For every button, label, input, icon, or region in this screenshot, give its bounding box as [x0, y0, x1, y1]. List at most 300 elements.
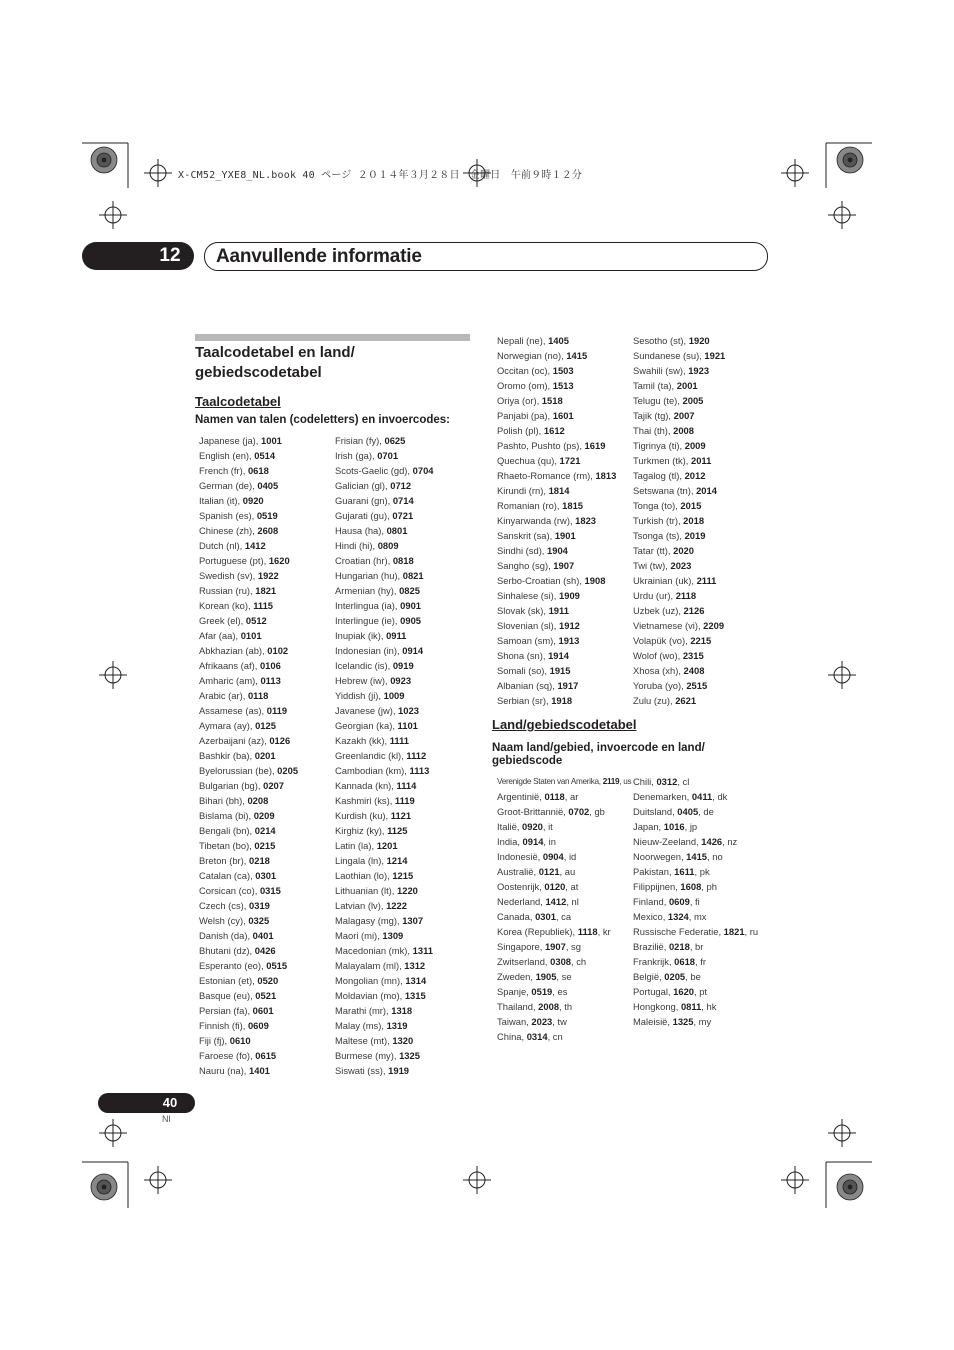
- entry-name: Corsican (co),: [199, 885, 260, 896]
- entry-code: 0205: [664, 971, 686, 982]
- entry-code: 0319: [249, 900, 270, 911]
- code-entry: [335, 583, 434, 598]
- entry-code: 1921: [704, 350, 726, 361]
- entry-name: Serbo-Croatian (sh),: [497, 575, 585, 586]
- entry-name: Wolof (wo),: [633, 650, 683, 661]
- code-entry: [199, 1003, 298, 1018]
- entry-code: 1415: [686, 851, 708, 862]
- code-entry: [199, 478, 298, 493]
- entry-name: Portugal,: [633, 986, 674, 997]
- code-entry: [335, 838, 434, 853]
- entry-name: Lithuanian (lt),: [335, 885, 398, 896]
- code-entry: [633, 969, 758, 984]
- entry-name: Welsh (cy),: [199, 915, 249, 926]
- entry-code: 0625: [384, 435, 406, 446]
- entry-name: Tatar (tt),: [633, 545, 674, 556]
- entry-code: 0701: [377, 450, 399, 461]
- code-entry: [335, 943, 434, 958]
- code-entry: [199, 433, 298, 448]
- entry-name: German (de),: [199, 480, 258, 491]
- language-column-2: [335, 433, 434, 1078]
- entry-name: Norwegian (no),: [497, 350, 567, 361]
- entry-name: Persian (fa),: [199, 1005, 253, 1016]
- code-entry: [497, 804, 631, 819]
- entry-code: 0923: [390, 675, 412, 686]
- entry-name: Breton (br),: [199, 855, 250, 866]
- entry-name: Greenlandic (kl),: [335, 750, 407, 761]
- entry-code: 1914: [548, 650, 569, 661]
- entry-code: 1412: [244, 540, 266, 551]
- entry-name: Kurdish (ku),: [335, 810, 391, 821]
- code-entry: [497, 678, 616, 693]
- entry-name: Bhutani (dz),: [199, 945, 255, 956]
- entry-code: 1312: [404, 960, 426, 971]
- entry-code: 0521: [255, 990, 277, 1001]
- entry-region-code: , ca: [555, 911, 572, 922]
- code-entry: [633, 924, 758, 939]
- entry-name: Scots-Gaelic (gd),: [335, 465, 413, 476]
- code-entry: [497, 969, 631, 984]
- entry-name: Tamil (ta),: [633, 380, 677, 391]
- entry-code: 0714: [392, 495, 414, 506]
- entry-region-code: , kr: [597, 926, 611, 937]
- entry-name: China,: [497, 1031, 527, 1042]
- entry-name: Greek (el),: [199, 615, 246, 626]
- entry-code: 1001: [261, 435, 282, 446]
- entry-code: 0920: [242, 495, 264, 506]
- entry-code: 1907: [553, 560, 575, 571]
- entry-code: 0914: [522, 836, 544, 847]
- code-entry: [497, 939, 631, 954]
- code-entry: [633, 954, 758, 969]
- entry-name: Finnish (fi),: [199, 1020, 248, 1031]
- code-entry: [335, 463, 434, 478]
- entry-name: Oostenrijk,: [497, 881, 545, 892]
- code-entry: [633, 879, 758, 894]
- entry-name: Burmese (my),: [335, 1050, 400, 1061]
- entry-code: 1821: [723, 926, 745, 937]
- entry-name: Abkhazian (ab),: [199, 645, 268, 656]
- entry-code: 0120: [544, 881, 566, 892]
- code-entry: [633, 819, 758, 834]
- code-entry: [335, 883, 434, 898]
- entry-name: Taiwan,: [497, 1016, 532, 1027]
- code-entry: [199, 703, 298, 718]
- entry-code: 0601: [252, 1005, 274, 1016]
- code-entry: [633, 333, 725, 348]
- entry-name: Catalan (ca),: [199, 870, 256, 881]
- entry-code: 1612: [543, 425, 565, 436]
- entry-region-code: , ar: [564, 791, 579, 802]
- code-entry: [335, 988, 434, 1003]
- entry-name: Vietnamese (vi),: [633, 620, 704, 631]
- entry-name: Italië,: [497, 821, 523, 832]
- entry-region-code: , dk: [712, 791, 728, 802]
- entry-code: 1121: [390, 810, 412, 821]
- entry-name: Azerbaijani (az),: [199, 735, 270, 746]
- entry-code: 1608: [680, 881, 702, 892]
- entry-name: Duitsland,: [633, 806, 678, 817]
- entry-code: 2215: [690, 635, 712, 646]
- entry-region-code: , cn: [547, 1031, 563, 1042]
- entry-code: 0905: [400, 615, 421, 626]
- entry-region-code: , nl: [566, 896, 579, 907]
- entry-region-code: , gb: [589, 806, 605, 817]
- entry-name: Armenian (hy),: [335, 585, 400, 596]
- entry-code: 2011: [691, 455, 712, 466]
- entry-name: Faroese (fo),: [199, 1050, 256, 1061]
- entry-code: 1920: [688, 335, 710, 346]
- entry-name: Oromo (om),: [497, 380, 553, 391]
- entry-code: 1923: [688, 365, 710, 376]
- entry-name: Sindhi (sd),: [497, 545, 548, 556]
- entry-code: 1325: [672, 1016, 694, 1027]
- code-entry: [335, 973, 434, 988]
- entry-name: Indonesië,: [497, 851, 543, 862]
- entry-code: 1311: [412, 945, 433, 956]
- entry-name: Latin (la),: [335, 840, 377, 851]
- entry-code: 1215: [392, 870, 414, 881]
- entry-name: Setswana (tn),: [633, 485, 697, 496]
- entry-name: Tigrinya (ti),: [633, 440, 685, 451]
- entry-code: 0514: [254, 450, 276, 461]
- print-header: X-CM52_YXE8_NL.book 40 ページ ２０１４年３月２８日 金曜日 午前９時１２分: [178, 170, 583, 181]
- code-entry: [497, 378, 616, 393]
- code-entry: [199, 643, 298, 658]
- entry-code: 2012: [684, 470, 706, 481]
- code-entry: [335, 493, 434, 508]
- entry-code: 0901: [400, 600, 421, 611]
- entry-name: Galician (gl),: [335, 480, 391, 491]
- entry-code: 0411: [691, 791, 713, 802]
- code-entry: [497, 909, 631, 924]
- entry-name: Frisian (fy),: [335, 435, 385, 446]
- code-entry: [633, 483, 725, 498]
- entry-code: 2515: [686, 680, 708, 691]
- code-entry: [633, 804, 758, 819]
- entry-name: Latvian (lv),: [335, 900, 387, 911]
- entry-name: Afrikaans (af),: [199, 660, 260, 671]
- entry-name: Albanian (sq),: [497, 680, 558, 691]
- code-entry: [633, 648, 725, 663]
- code-entry: [633, 348, 725, 363]
- entry-name: Finland,: [633, 896, 669, 907]
- code-entry: [335, 628, 434, 643]
- code-entry: [497, 984, 631, 999]
- code-entry: [199, 838, 298, 853]
- entry-name: Kirundi (rn),: [497, 485, 549, 496]
- entry-region-code: , id: [563, 851, 577, 862]
- entry-name: Polish (pl),: [497, 425, 544, 436]
- code-entry: [199, 508, 298, 523]
- entry-region-code: , ch: [571, 956, 587, 967]
- entry-region-code: , it: [542, 821, 553, 832]
- entry-code: 1114: [396, 780, 417, 791]
- entry-code: 1101: [397, 720, 418, 731]
- entry-name: Tibetan (bo),: [199, 840, 255, 851]
- code-entry: [497, 999, 631, 1014]
- entry-code: 1611: [674, 866, 695, 877]
- entry-code: 1113: [409, 765, 430, 776]
- entry-code: 1911: [548, 605, 569, 616]
- entry-name: Nederland,: [497, 896, 546, 907]
- code-entry: [335, 853, 434, 868]
- entry-name: Kinyarwanda (rw),: [497, 515, 576, 526]
- entry-code: 2015: [680, 500, 702, 511]
- chapter-number: 12: [159, 245, 181, 266]
- entry-code: 0119: [266, 705, 288, 716]
- entry-code: 0911: [386, 630, 407, 641]
- entry-code: 0208: [247, 795, 269, 806]
- code-entry: [199, 793, 298, 808]
- entry-code: 0215: [254, 840, 276, 851]
- entry-code: 0126: [269, 735, 291, 746]
- code-entry: [633, 498, 725, 513]
- entry-code: 1111: [389, 735, 410, 746]
- entry-code: 2020: [673, 545, 694, 556]
- entry-code: 1917: [557, 680, 579, 691]
- entry-code: 0308: [550, 956, 572, 967]
- code-entry: [633, 603, 725, 618]
- code-entry: [633, 528, 725, 543]
- code-entry: [497, 603, 616, 618]
- entry-code: 1913: [558, 635, 580, 646]
- code-entry: [199, 748, 298, 763]
- entry-region-code: , at: [565, 881, 579, 892]
- code-entry: [335, 598, 434, 613]
- code-entry: [497, 333, 616, 348]
- entry-name: Bihari (bh),: [199, 795, 248, 806]
- entry-code: 0405: [257, 480, 279, 491]
- entry-code: 1009: [383, 690, 405, 701]
- entry-name: French (fr),: [199, 465, 248, 476]
- code-entry: [497, 864, 631, 879]
- code-entry: [335, 1033, 434, 1048]
- entry-name: Macedonian (mk),: [335, 945, 413, 956]
- entry-code: 1619: [584, 440, 606, 451]
- entry-region-code: , ph: [701, 881, 717, 892]
- entry-name: Malagasy (mg),: [335, 915, 403, 926]
- entry-code: 0315: [259, 885, 281, 896]
- entry-code: 0118: [247, 690, 269, 701]
- entry-code: 1813: [595, 470, 617, 481]
- entry-name: Panjabi (pa),: [497, 410, 553, 421]
- entry-name: Tsonga (ts),: [633, 530, 685, 541]
- code-entry: [497, 423, 616, 438]
- entry-name: Oriya (or),: [497, 395, 542, 406]
- code-entry: [199, 733, 298, 748]
- entry-code: 1401: [249, 1065, 270, 1076]
- entry-code: 2023: [531, 1016, 553, 1027]
- code-entry: [199, 448, 298, 463]
- entry-code: 1721: [559, 455, 581, 466]
- code-entry: [633, 378, 725, 393]
- entry-name: Czech (cs),: [199, 900, 250, 911]
- entry-code: 2007: [673, 410, 695, 421]
- code-entry: [199, 718, 298, 733]
- entry-region-code: , pk: [694, 866, 710, 877]
- entry-region-code: , se: [556, 971, 572, 982]
- code-entry: [335, 733, 434, 748]
- entry-name: Thailand,: [497, 1001, 539, 1012]
- entry-code: 1815: [562, 500, 583, 511]
- entry-name: Amharic (am),: [199, 675, 261, 686]
- entry-name: Telugu (te),: [633, 395, 683, 406]
- entry-region-code: , fr: [695, 956, 706, 967]
- code-entry: [497, 513, 616, 528]
- entry-name: Laothian (lo),: [335, 870, 393, 881]
- entry-code: 1324: [667, 911, 689, 922]
- entry-name: Volapük (vo),: [633, 635, 691, 646]
- entry-code: 0914: [402, 645, 424, 656]
- section-rule: [195, 334, 470, 341]
- language-column-3: [497, 333, 616, 708]
- entry-code: 1118: [577, 926, 598, 937]
- code-entry: [335, 1063, 434, 1078]
- entry-code: 1908: [584, 575, 606, 586]
- code-entry: [335, 523, 434, 538]
- entry-code: 1919: [388, 1065, 409, 1076]
- entry-name: Tonga (to),: [633, 500, 681, 511]
- entry-name: Thai (th),: [633, 425, 674, 436]
- code-entry: [335, 823, 434, 838]
- entry-name: Maleisië,: [633, 1016, 673, 1027]
- entry-name: Bulgarian (bg),: [199, 780, 264, 791]
- entry-region-code: , cl: [677, 776, 690, 787]
- code-entry: [633, 633, 725, 648]
- entry-code: 0207: [263, 780, 284, 791]
- entry-name: Tagalog (tl),: [633, 470, 685, 481]
- code-entry: [633, 558, 725, 573]
- entry-name: Moldavian (mo),: [335, 990, 405, 1001]
- code-entry: [497, 633, 616, 648]
- entry-name: Quechua (qu),: [497, 455, 560, 466]
- entry-code: 1426: [701, 836, 723, 847]
- entry-name: Nepali (ne),: [497, 335, 549, 346]
- entry-name: België,: [633, 971, 665, 982]
- code-entry: [633, 834, 758, 849]
- entry-code: 2621: [675, 695, 697, 706]
- entry-code: 1909: [559, 590, 580, 601]
- entry-code: 1318: [391, 1005, 413, 1016]
- entry-name: Pashto, Pushto (ps),: [497, 440, 585, 451]
- entry-code: 0314: [526, 1031, 548, 1042]
- entry-region-code: , br: [689, 941, 704, 952]
- code-entry: [497, 774, 631, 789]
- entry-name: Danish (da),: [199, 930, 253, 941]
- entry-code: 1309: [382, 930, 404, 941]
- entry-region-code: , sg: [565, 941, 581, 952]
- code-entry: [633, 453, 725, 468]
- code-entry: [335, 508, 434, 523]
- entry-name: Romanian (ro),: [497, 500, 563, 511]
- section-title: Taalcodetabel en land/ gebiedscodetabel: [195, 344, 355, 381]
- entry-name: Noorwegen,: [633, 851, 687, 862]
- entry-name: Bislama (bi),: [199, 810, 254, 821]
- entry-name: India,: [497, 836, 523, 847]
- entry-name: Spanje,: [497, 986, 532, 997]
- entry-name: Afar (aa),: [199, 630, 241, 641]
- code-entry: [633, 894, 758, 909]
- entry-code: 1915: [549, 665, 571, 676]
- entry-name: Occitan (oc),: [497, 365, 553, 376]
- code-entry: [199, 808, 298, 823]
- entry-region-code: , us: [619, 777, 632, 786]
- code-entry: [497, 393, 616, 408]
- code-entry: [497, 558, 616, 573]
- entry-code: 0801: [386, 525, 408, 536]
- entry-name: Arabic (ar),: [199, 690, 248, 701]
- entry-code: 0809: [377, 540, 399, 551]
- entry-code: 1412: [545, 896, 567, 907]
- code-entry: [633, 468, 725, 483]
- code-entry: [199, 913, 298, 928]
- entry-code: 2608: [257, 525, 279, 536]
- code-entry: [199, 493, 298, 508]
- code-entry: [335, 793, 434, 808]
- entry-name: Filippijnen,: [633, 881, 681, 892]
- code-entry: [199, 1063, 298, 1078]
- entry-code: 0904: [542, 851, 564, 862]
- code-entry: [199, 763, 298, 778]
- entry-name: Malay (ms),: [335, 1020, 387, 1031]
- entry-code: 1601: [552, 410, 574, 421]
- entry-code: 1415: [566, 350, 588, 361]
- entry-name: Zweden,: [497, 971, 536, 982]
- entry-code: 0205: [277, 765, 299, 776]
- entry-name: Sangho (sg),: [497, 560, 554, 571]
- entry-code: 2001: [676, 380, 698, 391]
- entry-code: 2408: [683, 665, 705, 676]
- code-entry: [633, 864, 758, 879]
- code-entry: [335, 778, 434, 793]
- entry-code: 1315: [404, 990, 426, 1001]
- code-entry: [199, 553, 298, 568]
- entry-code: 0721: [392, 510, 414, 521]
- entry-code: 1201: [376, 840, 398, 851]
- entry-name: Samoan (sm),: [497, 635, 559, 646]
- entry-name: Spanish (es),: [199, 510, 257, 521]
- entry-name: Pakistan,: [633, 866, 675, 877]
- entry-code: 1125: [387, 825, 408, 836]
- code-entry: [497, 543, 616, 558]
- entry-name: Korea (Republiek),: [497, 926, 578, 937]
- entry-name: Singapore,: [497, 941, 545, 952]
- language-column-1: [199, 433, 298, 1078]
- entry-name: Guarani (gn),: [335, 495, 393, 506]
- code-entry: [335, 568, 434, 583]
- code-entry: [335, 688, 434, 703]
- code-entry: [199, 823, 298, 838]
- code-entry: [199, 613, 298, 628]
- entry-region-code: , in: [543, 836, 556, 847]
- entry-code: 1518: [541, 395, 563, 406]
- entry-code: 1222: [386, 900, 407, 911]
- entry-name: Dutch (nl),: [199, 540, 245, 551]
- entry-code: 0113: [260, 675, 281, 686]
- code-entry: [199, 868, 298, 883]
- entry-name: Zwitserland,: [497, 956, 551, 967]
- entry-name: Xhosa (xh),: [633, 665, 684, 676]
- code-entry: [335, 433, 434, 448]
- entry-code: 0426: [254, 945, 276, 956]
- code-entry: [199, 1018, 298, 1033]
- code-entry: [497, 663, 616, 678]
- code-entry: [633, 999, 758, 1014]
- code-entry: [199, 598, 298, 613]
- entry-code: 0214: [254, 825, 276, 836]
- code-entry: [335, 643, 434, 658]
